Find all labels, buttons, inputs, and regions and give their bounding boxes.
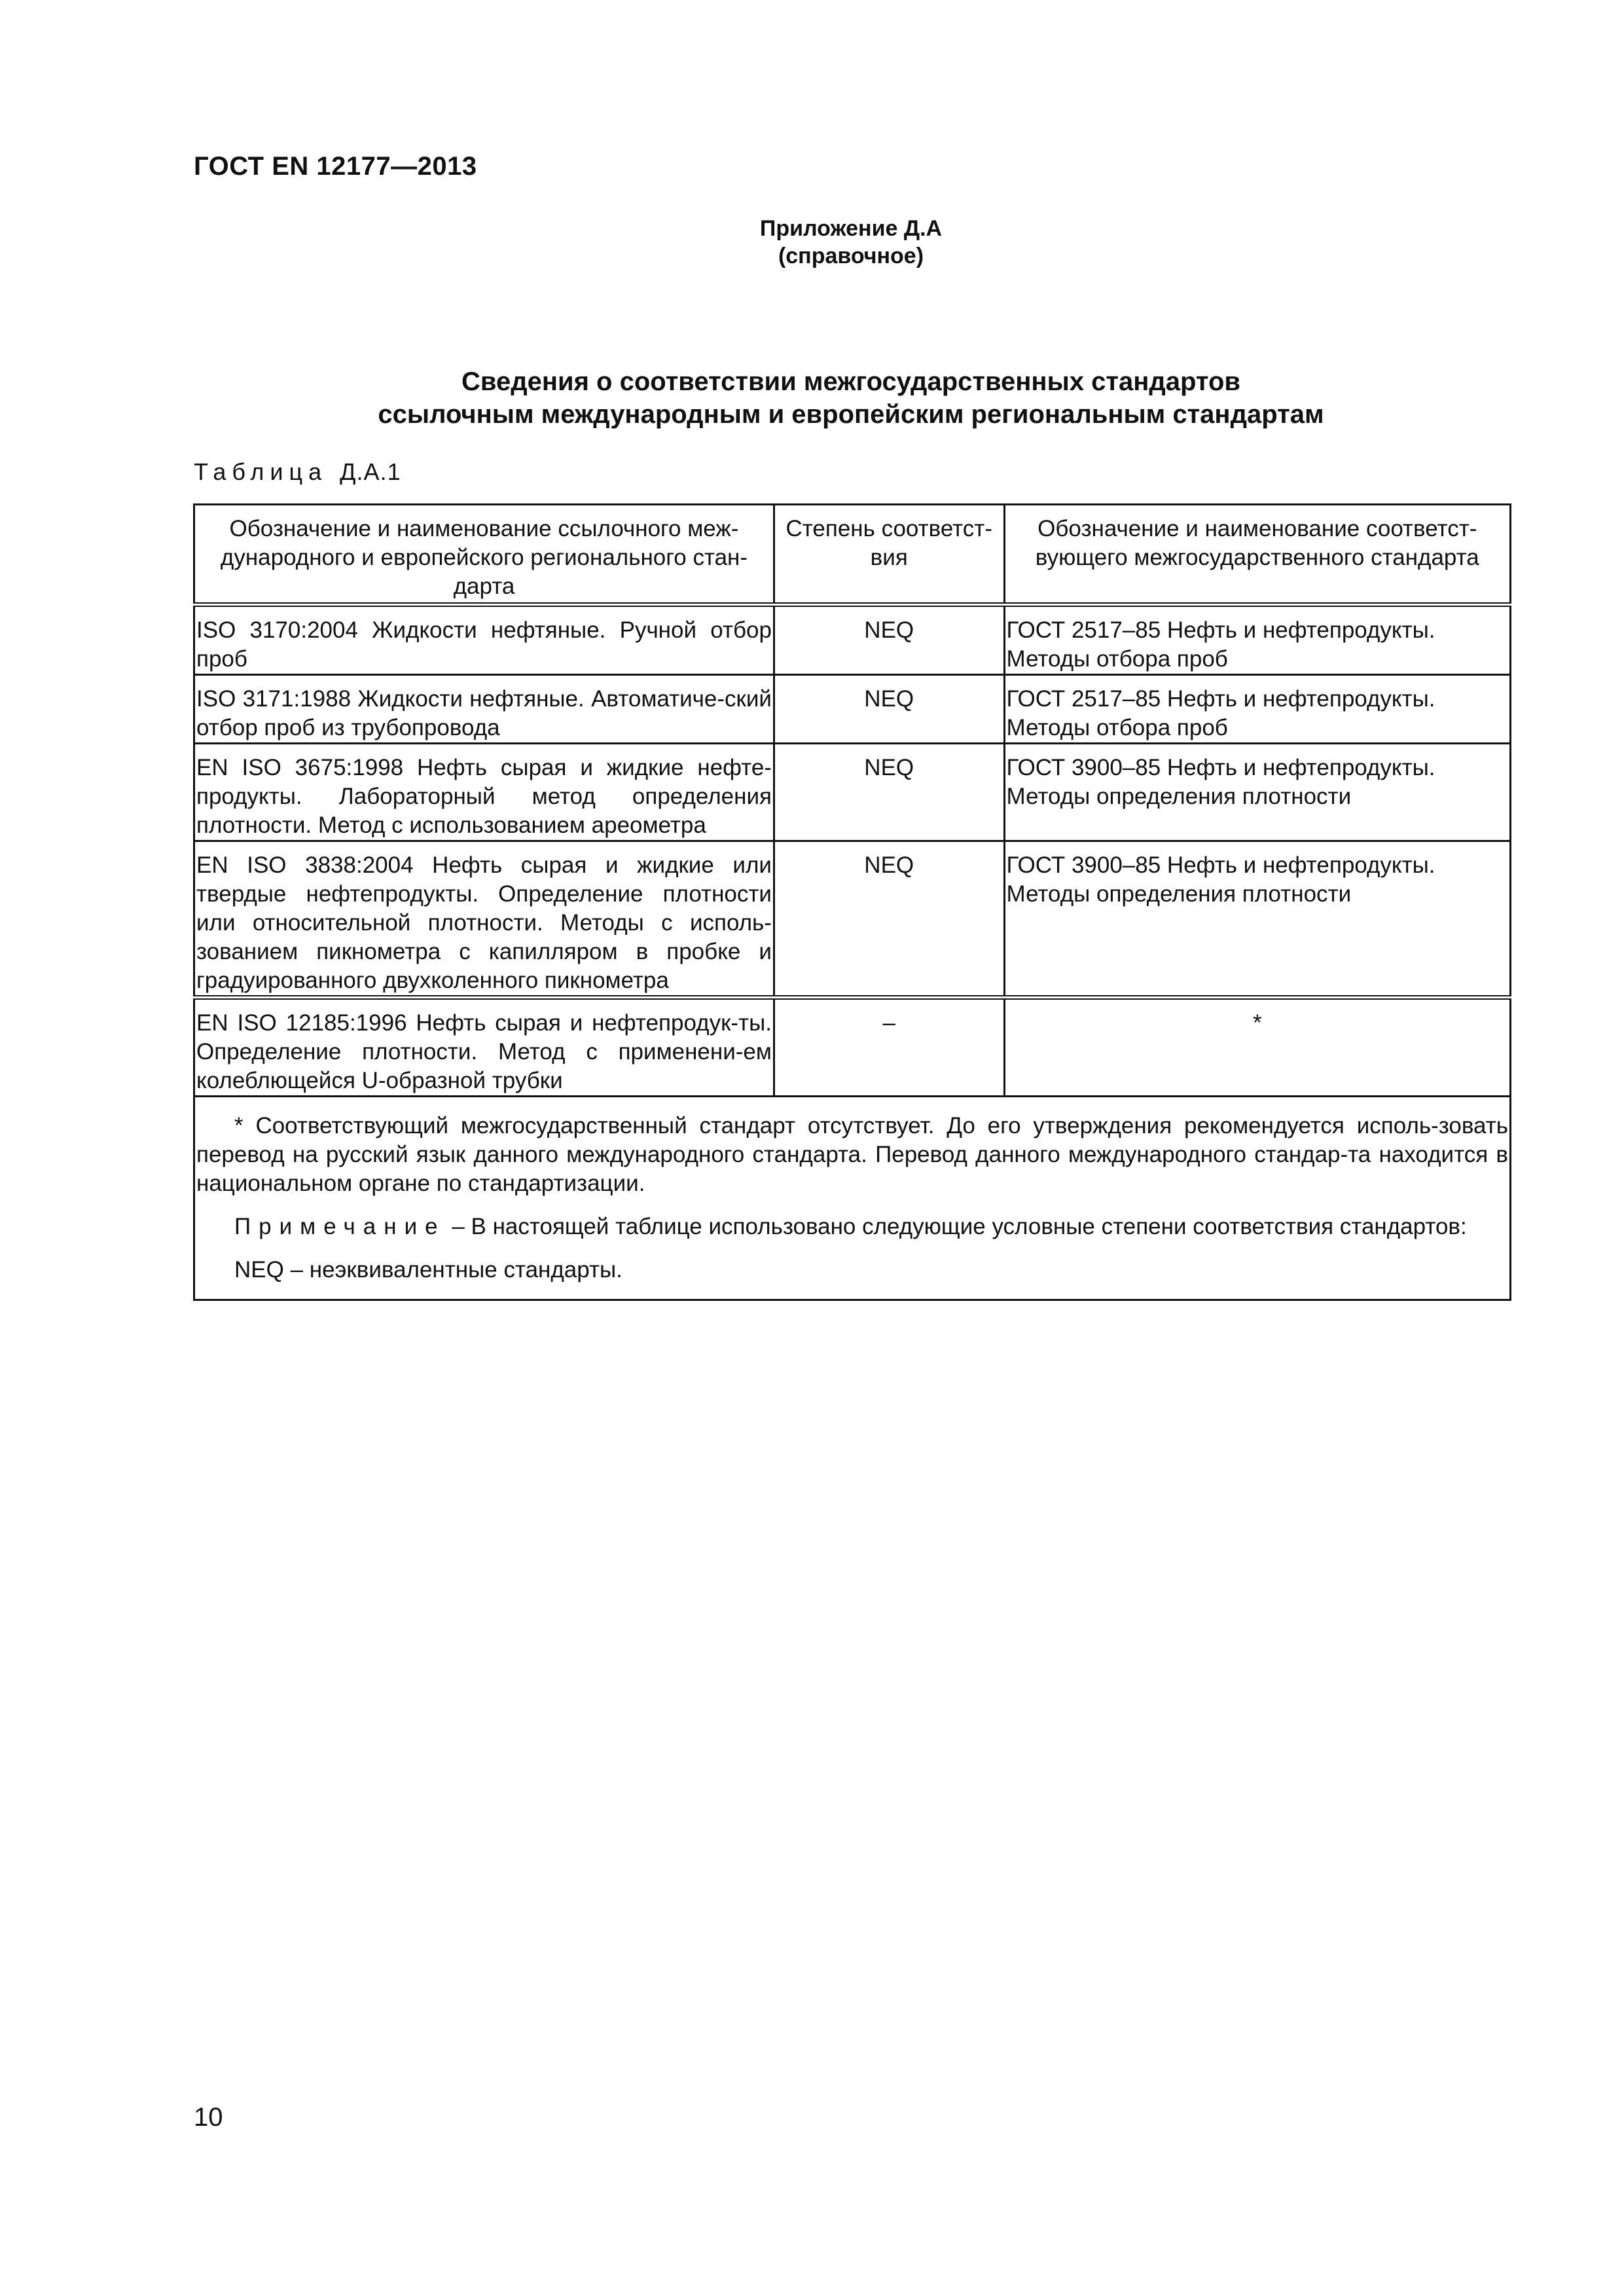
national-cell: ГОСТ 3900–85 Нефть и нефтепродукты. Методы определения плотности [1004, 744, 1510, 841]
table-row [194, 675, 1511, 744]
notes-row [194, 1097, 1511, 1300]
degree-cell: NEQ [774, 841, 1004, 998]
reference-cell: EN ISO 12185:1996 Нефть сырая и нефтепродук-ты. Определение плотности. Метод с применени-ем колеблющейся U-образной трубки [194, 998, 774, 1097]
table-row [194, 744, 1511, 841]
footnote: * Соответствующий межгосударственный стандарт отсутствует. До его утверждения рекомендуется исполь-зовать перевод на русский язык данного международного стандарта. Перевод данного международного стандар-та находится в национальном органе по стандартизации. [196, 1113, 1508, 1196]
degree-cell: NEQ [774, 744, 1004, 841]
note-paragraph [196, 1212, 1508, 1241]
neq-legend: NEQ – неэквивалентные стандарты. [234, 1257, 623, 1283]
notes-cell [194, 1097, 1511, 1300]
national-cell: ГОСТ 2517–85 Нефть и нефтепродукты. Методы отбора проб [1004, 605, 1510, 675]
header-national-standard: Обозначение и наименование соответст-вующего межгосударственного стандарта [1004, 505, 1510, 605]
header-degree: Степень соответст-вия [774, 505, 1004, 605]
note-text: – В настоящей таблице использовано следующие условные степени соответствия стандартов: [445, 1214, 1467, 1239]
reference-cell: ISO 3171:1988 Жидкости нефтяные. Автоматиче-ский отбор проб из трубопровода [194, 675, 774, 744]
section-heading [0, 365, 1624, 431]
degree-cell: – [774, 998, 1004, 1097]
appendix-block [0, 215, 1624, 270]
correspondence-table [193, 503, 1511, 1301]
heading-line-1: Сведения о соответствии межгосударственных стандартов [461, 367, 1240, 396]
national-cell: ГОСТ 3900–85 Нефть и нефтепродукты. Методы определения плотности [1004, 841, 1510, 998]
note-label: Примечание [234, 1214, 446, 1239]
national-cell: * [1004, 998, 1510, 1097]
table-caption-label: Таблица [194, 458, 328, 485]
table-row [194, 841, 1511, 998]
degree-cell: NEQ [774, 605, 1004, 675]
table-row [194, 998, 1511, 1097]
table-caption [194, 458, 401, 486]
table-row [194, 605, 1511, 675]
document-code: ГОСТ EN 12177—2013 [194, 152, 477, 181]
table-header-row [194, 505, 1511, 605]
table-caption-number: Д.А.1 [340, 458, 401, 485]
heading-line-2: ссылочным международным и европейским региональным стандартам [378, 400, 1324, 429]
appendix-title: Приложение Д.А [759, 216, 943, 241]
page-number: 10 [194, 2103, 223, 2132]
reference-cell: ISO 3170:2004 Жидкости нефтяные. Ручной отбор проб [194, 605, 774, 675]
reference-cell: EN ISO 3838:2004 Нефть сырая и жидкие или твердые нефтепродукты. Определение плотности или относительной плотности. Методы с исполь-зованием пикнометра с капилляром в пробке и градуированного двухколенного пикнометра [194, 841, 774, 998]
header-reference-standard: Обозначение и наименование ссылочного меж-дународного и европейского регионального стан-дарта [194, 505, 774, 605]
national-cell: ГОСТ 2517–85 Нефть и нефтепродукты. Методы отбора проб [1004, 675, 1510, 744]
appendix-subtitle: (справочное) [778, 244, 924, 268]
reference-cell: EN ISO 3675:1998 Нефть сырая и жидкие нефте-продукты. Лабораторный метод определения плотности. Метод с использованием ареометра [194, 744, 774, 841]
degree-cell: NEQ [774, 675, 1004, 744]
